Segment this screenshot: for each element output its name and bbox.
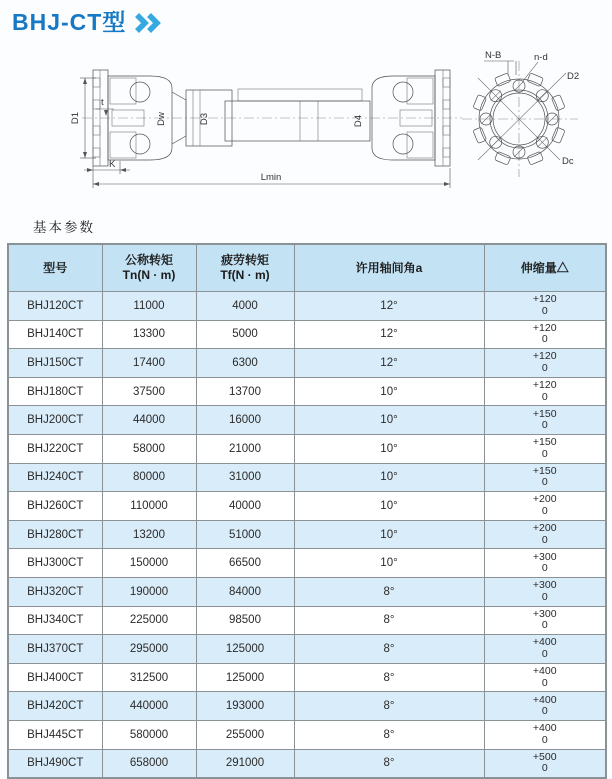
model-cell: BHJ400CT bbox=[8, 663, 102, 692]
extension-upper-value: +400 bbox=[532, 693, 557, 706]
extension-upper-value: +120 bbox=[532, 350, 557, 363]
extension-cell bbox=[484, 749, 606, 778]
extension-lower-value: 0 bbox=[541, 447, 548, 460]
shaft-angle-cell: 8° bbox=[294, 749, 484, 778]
dim-label-d3: D3 bbox=[199, 112, 210, 126]
shaft-angle-cell: 8° bbox=[294, 606, 484, 635]
column-header: 伸缩量△ bbox=[484, 244, 606, 292]
extension-upper-value: +150 bbox=[532, 436, 557, 449]
extension-upper-value: +400 bbox=[532, 722, 557, 735]
fatigue-torque-cell: 125000 bbox=[196, 635, 294, 664]
model-cell: BHJ320CT bbox=[8, 577, 102, 606]
model-cell: BHJ340CT bbox=[8, 606, 102, 635]
extension-lower-value: 0 bbox=[541, 504, 548, 517]
extension-cell bbox=[484, 349, 606, 378]
table-row bbox=[8, 434, 606, 463]
extension-lower-value: 0 bbox=[541, 419, 548, 432]
table-row bbox=[8, 692, 606, 721]
model-cell: BHJ445CT bbox=[8, 720, 102, 749]
model-cell: BHJ300CT bbox=[8, 549, 102, 578]
table-row bbox=[8, 406, 606, 435]
shaft-angle-cell: 12° bbox=[294, 320, 484, 349]
extension-upper-value: +200 bbox=[532, 493, 557, 506]
table-row bbox=[8, 549, 606, 578]
dim-label-dw: Dw bbox=[156, 112, 167, 126]
shaft-angle-cell: 10° bbox=[294, 520, 484, 549]
extension-cell bbox=[484, 320, 606, 349]
column-header: 公称转矩 Tn(N · m) bbox=[102, 244, 196, 292]
dim-label-d4: D4 bbox=[353, 114, 364, 128]
nominal-torque-cell: 580000 bbox=[102, 720, 196, 749]
dim-label-t: t bbox=[101, 97, 104, 108]
fatigue-torque-cell: 255000 bbox=[196, 720, 294, 749]
shaft-angle-cell: 10° bbox=[294, 406, 484, 435]
fatigue-torque-cell: 98500 bbox=[196, 606, 294, 635]
dim-label-d1: D1 bbox=[70, 111, 81, 125]
extension-lower-value: 0 bbox=[541, 705, 548, 718]
table-row bbox=[8, 720, 606, 749]
extension-upper-value: +300 bbox=[532, 579, 557, 592]
model-cell: BHJ150CT bbox=[8, 349, 102, 378]
extension-cell bbox=[484, 377, 606, 406]
extension-cell bbox=[484, 463, 606, 492]
fatigue-torque-cell: 84000 bbox=[196, 577, 294, 606]
extension-cell bbox=[484, 434, 606, 463]
technical-drawing bbox=[0, 48, 612, 210]
extension-upper-value: +120 bbox=[532, 379, 557, 392]
extension-lower-value: 0 bbox=[541, 304, 548, 317]
nominal-torque-cell: 11000 bbox=[102, 292, 196, 321]
nominal-torque-cell: 110000 bbox=[102, 492, 196, 521]
extension-cell bbox=[484, 663, 606, 692]
page-header bbox=[12, 8, 168, 36]
nominal-torque-cell: 190000 bbox=[102, 577, 196, 606]
table-header-row bbox=[8, 244, 606, 292]
extension-lower-value: 0 bbox=[541, 533, 548, 546]
extension-upper-value: +120 bbox=[532, 321, 557, 334]
extension-lower-value: 0 bbox=[541, 619, 548, 632]
extension-cell bbox=[484, 720, 606, 749]
nominal-torque-cell: 440000 bbox=[102, 692, 196, 721]
fatigue-torque-cell: 40000 bbox=[196, 492, 294, 521]
extension-cell bbox=[484, 549, 606, 578]
model-cell: BHJ280CT bbox=[8, 520, 102, 549]
shaft-angle-cell: 12° bbox=[294, 349, 484, 378]
shaft-angle-cell: 10° bbox=[294, 463, 484, 492]
fatigue-torque-cell: 125000 bbox=[196, 663, 294, 692]
extension-upper-value: +400 bbox=[532, 665, 557, 678]
shaft-angle-cell: 12° bbox=[294, 292, 484, 321]
extension-lower-value: 0 bbox=[541, 590, 548, 603]
column-header: 许用轴间角a bbox=[294, 244, 484, 292]
fatigue-torque-cell: 6300 bbox=[196, 349, 294, 378]
table-row bbox=[8, 606, 606, 635]
extension-lower-value: 0 bbox=[541, 333, 548, 346]
extension-cell bbox=[484, 635, 606, 664]
extension-lower-value: 0 bbox=[541, 733, 548, 746]
table-row bbox=[8, 377, 606, 406]
extension-upper-value: +500 bbox=[532, 750, 557, 763]
table-row bbox=[8, 463, 606, 492]
extension-cell bbox=[484, 292, 606, 321]
dim-label-nb: N-B bbox=[485, 50, 502, 61]
extension-lower-value: 0 bbox=[541, 562, 548, 575]
nominal-torque-cell: 37500 bbox=[102, 377, 196, 406]
dim-label-lmin: Lmin bbox=[260, 172, 282, 183]
shaft-angle-cell: 10° bbox=[294, 549, 484, 578]
shaft-angle-cell: 8° bbox=[294, 663, 484, 692]
column-header: 疲劳转矩 Tf(N · m) bbox=[196, 244, 294, 292]
table-body bbox=[8, 292, 606, 779]
fatigue-torque-cell: 5000 bbox=[196, 320, 294, 349]
dim-label-k: K bbox=[109, 159, 116, 170]
extension-upper-value: +150 bbox=[532, 407, 557, 420]
double-chevron-icon bbox=[134, 13, 168, 33]
model-cell: BHJ240CT bbox=[8, 463, 102, 492]
column-header: 型号 bbox=[8, 244, 102, 292]
table-row bbox=[8, 749, 606, 778]
model-cell: BHJ200CT bbox=[8, 406, 102, 435]
dim-label-dc: Dc bbox=[562, 156, 574, 167]
dim-label-nd: n-d bbox=[534, 52, 548, 63]
shaft-angle-cell: 8° bbox=[294, 692, 484, 721]
nominal-torque-cell: 295000 bbox=[102, 635, 196, 664]
dim-label-d2: D2 bbox=[567, 71, 580, 82]
table-row bbox=[8, 320, 606, 349]
extension-lower-value: 0 bbox=[541, 676, 548, 689]
table-row bbox=[8, 292, 606, 321]
fatigue-torque-cell: 66500 bbox=[196, 549, 294, 578]
extension-lower-value: 0 bbox=[541, 476, 548, 489]
fatigue-torque-cell: 193000 bbox=[196, 692, 294, 721]
page-title: BHJ-CT型 bbox=[12, 9, 127, 35]
extension-upper-value: +400 bbox=[532, 636, 557, 649]
model-cell: BHJ370CT bbox=[8, 635, 102, 664]
extension-upper-value: +150 bbox=[532, 464, 557, 477]
model-cell: BHJ120CT bbox=[8, 292, 102, 321]
shaft-angle-cell: 8° bbox=[294, 577, 484, 606]
model-cell: BHJ260CT bbox=[8, 492, 102, 521]
nominal-torque-cell: 225000 bbox=[102, 606, 196, 635]
fatigue-torque-cell: 51000 bbox=[196, 520, 294, 549]
model-cell: BHJ180CT bbox=[8, 377, 102, 406]
extension-upper-value: +300 bbox=[532, 550, 557, 563]
nominal-torque-cell: 58000 bbox=[102, 434, 196, 463]
table-row bbox=[8, 635, 606, 664]
extension-lower-value: 0 bbox=[541, 361, 548, 374]
nominal-torque-cell: 44000 bbox=[102, 406, 196, 435]
model-cell: BHJ490CT bbox=[8, 749, 102, 778]
table-row bbox=[8, 492, 606, 521]
table-row bbox=[8, 577, 606, 606]
parameters-table bbox=[7, 243, 607, 779]
shaft-angle-cell: 8° bbox=[294, 720, 484, 749]
shaft-angle-cell: 10° bbox=[294, 492, 484, 521]
shaft-angle-cell: 8° bbox=[294, 635, 484, 664]
model-cell: BHJ420CT bbox=[8, 692, 102, 721]
extension-cell bbox=[484, 406, 606, 435]
extension-cell bbox=[484, 577, 606, 606]
nominal-torque-cell: 150000 bbox=[102, 549, 196, 578]
extension-upper-value: +200 bbox=[532, 522, 557, 535]
nominal-torque-cell: 17400 bbox=[102, 349, 196, 378]
nominal-torque-cell: 80000 bbox=[102, 463, 196, 492]
extension-upper-value: +300 bbox=[532, 607, 557, 620]
extension-cell bbox=[484, 692, 606, 721]
table-row bbox=[8, 520, 606, 549]
extension-cell bbox=[484, 606, 606, 635]
end-view-drawing bbox=[462, 50, 579, 177]
fatigue-torque-cell: 31000 bbox=[196, 463, 294, 492]
coupling-drawing-svg bbox=[0, 48, 612, 210]
nominal-torque-cell: 13300 bbox=[102, 320, 196, 349]
extension-upper-value: +120 bbox=[532, 293, 557, 306]
extension-cell bbox=[484, 520, 606, 549]
fatigue-torque-cell: 4000 bbox=[196, 292, 294, 321]
fatigue-torque-cell: 16000 bbox=[196, 406, 294, 435]
table-row bbox=[8, 349, 606, 378]
model-cell: BHJ140CT bbox=[8, 320, 102, 349]
side-view-drawing bbox=[70, 70, 462, 188]
extension-cell bbox=[484, 492, 606, 521]
fatigue-torque-cell: 13700 bbox=[196, 377, 294, 406]
nominal-torque-cell: 312500 bbox=[102, 663, 196, 692]
shaft-angle-cell: 10° bbox=[294, 434, 484, 463]
extension-lower-value: 0 bbox=[541, 762, 548, 775]
fatigue-torque-cell: 21000 bbox=[196, 434, 294, 463]
section-label: 基本参数 bbox=[33, 220, 95, 235]
fatigue-torque-cell: 291000 bbox=[196, 749, 294, 778]
table-row bbox=[8, 663, 606, 692]
nominal-torque-cell: 658000 bbox=[102, 749, 196, 778]
extension-lower-value: 0 bbox=[541, 390, 548, 403]
model-cell: BHJ220CT bbox=[8, 434, 102, 463]
nominal-torque-cell: 13200 bbox=[102, 520, 196, 549]
extension-lower-value: 0 bbox=[541, 647, 548, 660]
shaft-angle-cell: 10° bbox=[294, 377, 484, 406]
